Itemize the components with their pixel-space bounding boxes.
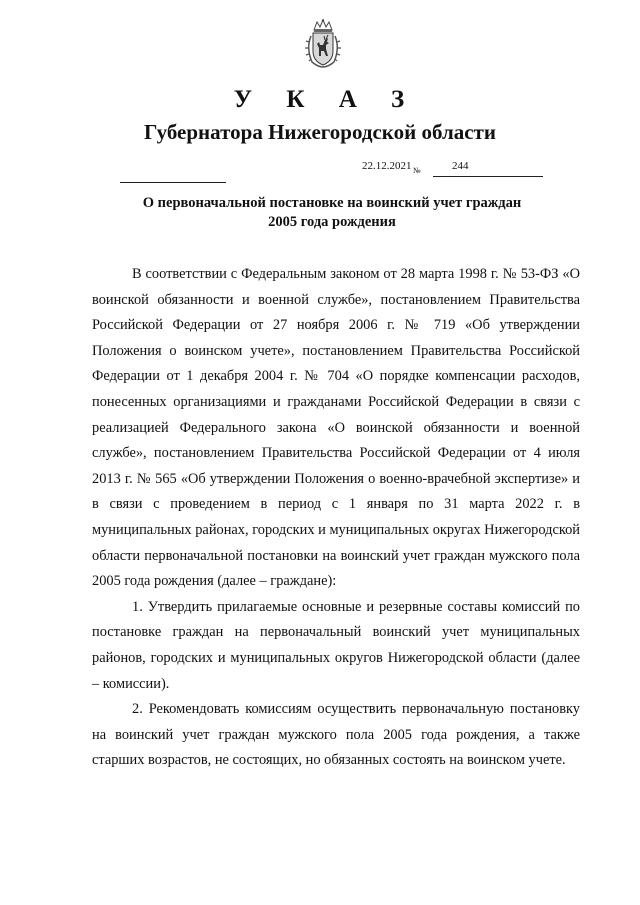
document-heading-line: О первоначальной постановке на воинский учет граждан xyxy=(142,195,522,211)
body-paragraph: 2. Рекомендовать комиссиям осуществить первоначальную постановку на воинский учет граждан мужского пола 2005 года рождения, а также старших возрастов, не состоящих, но обязанных состоять на воинском учете. xyxy=(92,701,580,769)
nizhny-novgorod-coat-of-arms-icon xyxy=(302,18,344,68)
document-heading xyxy=(120,194,544,232)
body-paragraph: В соответствии с Федеральным законом от 28 марта 1998 г. № 53-ФЗ «О воинской обязанности и военной службе», постановлением Правительства Российской Федерации от 27 ноября 2006 г. № 719 «Об утверждении Положения о воинском учете», постановлением Правительства Российской Федерации от 1 декабря 2004 г. № 704 «О порядке компенсации расходов, понесенных организациями и гражданами Российской Федерации в связи с реализацией Федерального закона «О воинской обязанности и военной службе», постановлением Правительства Российской Федерации от 4 июля 2013 г. № 565 «Об утверждении Положения о военно-врачебной экспертизе» и в связи с проведением в период с 1 января по 31 марта 2022 г. в муниципальных районах, городских и муниципальных округах Нижегородской области первоначальной постановки на воинский учет граждан мужского пола 2005 года рождения (далее – граждане): xyxy=(92,266,580,590)
document-type-title: У К А З xyxy=(233,86,419,113)
document-body xyxy=(92,262,580,774)
registration-number: 244 xyxy=(452,160,469,172)
registration-blank-line xyxy=(120,160,226,183)
document-heading-line: 2005 года рождения xyxy=(268,214,396,230)
registration-date: 22.12.2021 xyxy=(362,160,412,172)
registration-number-label: № xyxy=(413,166,421,175)
body-paragraph: 1. Утвердить прилагаемые основные и резервные составы комиссий по постановке граждан на первоначальный воинский учет муниципальных районов, городских и муниципальных округов Нижегородской области (далее – комиссии). xyxy=(92,598,580,692)
issuing-authority: Губернатора Нижегородской области xyxy=(144,120,496,144)
registration-number-line xyxy=(433,176,543,177)
